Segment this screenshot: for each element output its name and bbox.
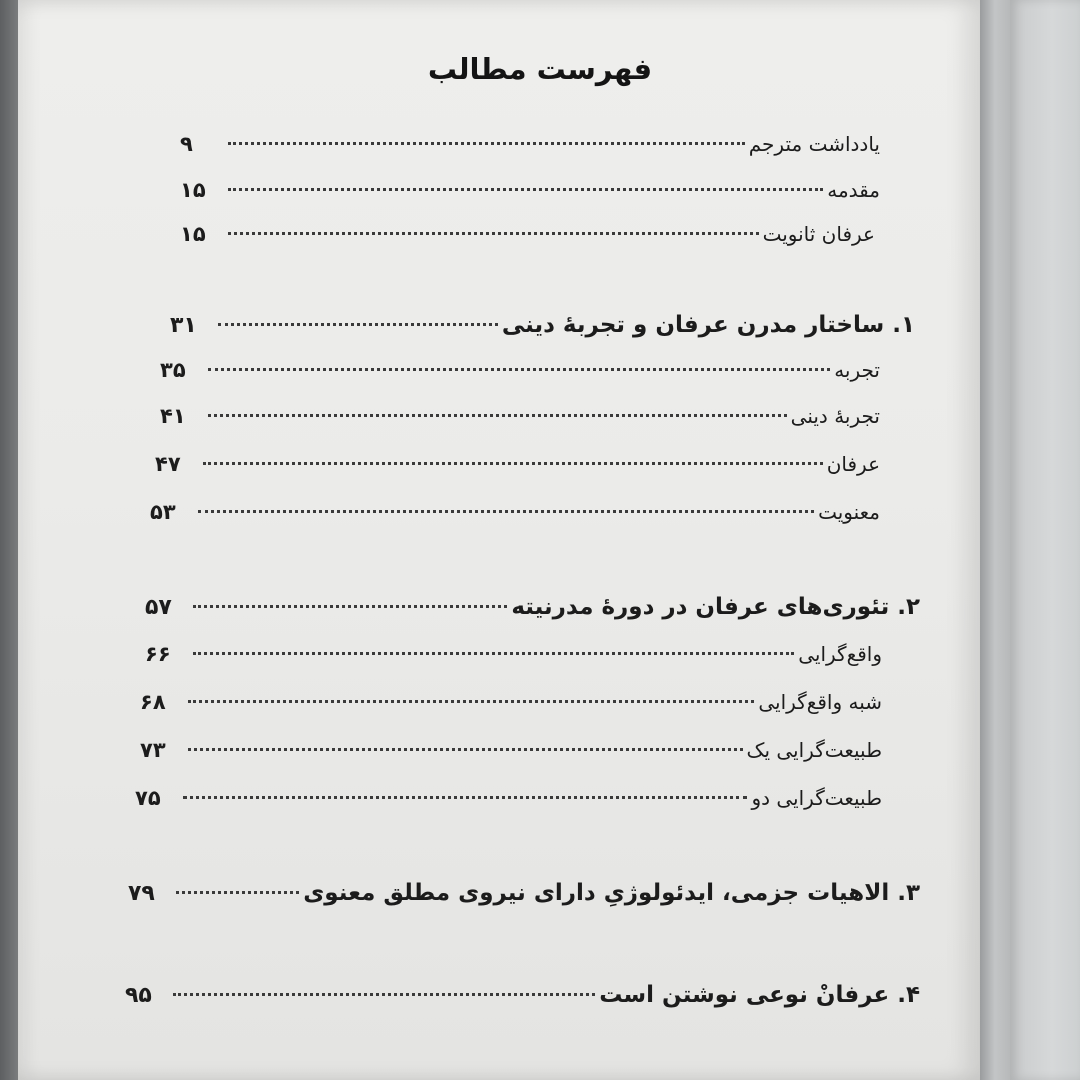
toc-chapter (170, 312, 915, 348)
toc-entry (160, 404, 880, 440)
page-edge (980, 0, 1010, 1080)
toc-leader-dots (203, 462, 823, 465)
toc-chapter-label: ۲. تئوری‌های عرفان در دورهٔ مدرنیته (511, 594, 920, 620)
toc-chapter-label: ۱. ساختار مدرن عرفان و تجربهٔ دینی (501, 312, 915, 338)
toc-entry (180, 222, 875, 258)
toc-leader-dots (218, 323, 498, 326)
toc-leader-dots (228, 142, 745, 145)
page-title: فهرست مطالب (427, 52, 653, 86)
toc-leader-dots (208, 368, 830, 371)
toc-leader-dots (173, 993, 595, 996)
toc-entry-label: مقدمه (827, 178, 880, 202)
toc-chapter-label: ۳. الاهیات جزمی، ایدئولوژیِ دارای نیروی مطلق معنوی (303, 880, 920, 906)
toc-page-number: ۹۵ (125, 983, 152, 1008)
toc-entry (180, 132, 880, 168)
toc-leader-dots (228, 232, 759, 235)
toc-leader-dots (193, 652, 794, 655)
toc-page-number: ۷۳ (140, 738, 166, 762)
toc-entry-label: عرفان ثانویت (762, 222, 875, 246)
toc-entry-label: تجربه (834, 358, 880, 382)
toc-chapter (128, 880, 920, 916)
toc-page-number: ۱۵ (180, 178, 206, 202)
toc-entry-label: طبیعت‌گرایی دو (751, 786, 882, 810)
toc-entry-label: عرفان (826, 452, 880, 476)
toc-page-number: ۷۹ (128, 881, 155, 906)
toc-page-number: ۳۱ (170, 313, 197, 338)
toc-chapter (125, 982, 920, 1018)
toc-chapter-label: ۴. عرفانْ نوعی نوشتن است (599, 982, 920, 1008)
toc-leader-dots (193, 605, 507, 608)
toc-leader-dots (198, 510, 814, 513)
toc-page-number: ۵۳ (150, 500, 176, 524)
toc-leader-dots (188, 700, 754, 703)
toc-chapter (145, 594, 920, 630)
toc-entry (180, 178, 880, 214)
toc-page-number: ۷۵ (135, 786, 161, 810)
toc-page-number: ۴۷ (155, 452, 181, 476)
toc-entry (135, 786, 882, 822)
toc-entry (145, 642, 882, 678)
toc-leader-dots (208, 414, 787, 417)
toc-entry-label: یادداشت مترجم (748, 132, 880, 156)
toc-page-number: ۵۷ (145, 595, 172, 620)
toc-entry (150, 500, 880, 536)
toc-leader-dots (183, 796, 747, 799)
toc-entry-label: شبه واقع‌گرایی (758, 690, 882, 714)
toc-entry-label: معنویت (818, 500, 880, 524)
toc-leader-dots (188, 748, 743, 751)
toc-entry-label: طبیعت‌گرایی یک (746, 738, 882, 762)
toc-page-number: ۱۵ (180, 222, 206, 246)
toc-entry (140, 738, 882, 774)
toc-page-number: ۶۶ (145, 642, 171, 666)
page-stack (1010, 0, 1080, 1080)
toc-page-number: ۳۵ (160, 358, 186, 382)
toc-leader-dots (176, 891, 299, 894)
toc-page-number: ۶۸ (140, 690, 166, 714)
toc-entry (160, 358, 880, 394)
toc-entry-label: تجربهٔ دینی (790, 404, 880, 428)
toc-entry (155, 452, 880, 488)
toc-leader-dots (228, 188, 823, 191)
toc-entry (140, 690, 882, 726)
toc-page-number: ۴۱ (160, 404, 186, 428)
toc-entry-label: واقع‌گرایی (798, 642, 882, 666)
toc-page-number: ۹ (180, 132, 193, 156)
